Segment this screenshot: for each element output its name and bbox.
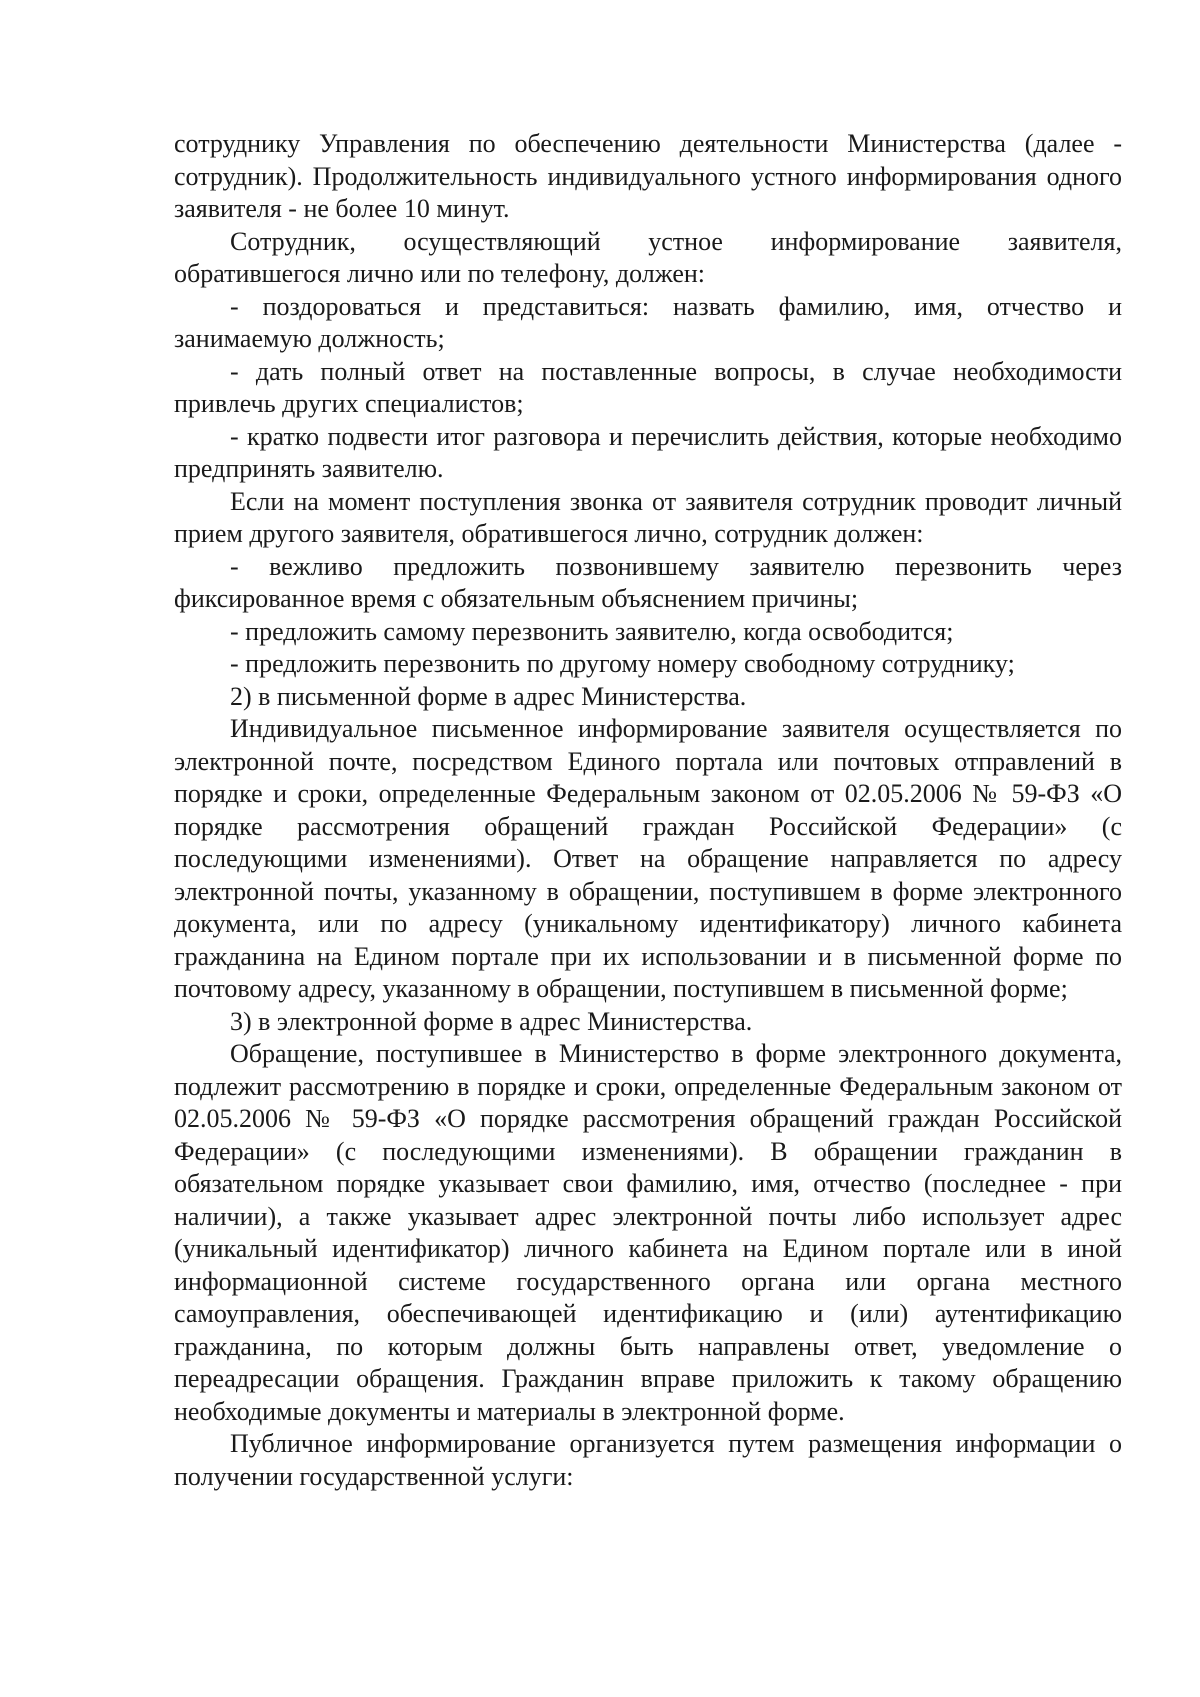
list-item-summarize: - кратко подвести итог разговора и перечислить действия, которые необходимо предпринять заявителю. (174, 421, 1122, 483)
paragraph-written-informing: Индивидуальное письменное информирование заявителя осуществляется по электронной почте, посредством Единого портала или почтовых отправлений в порядке и сроки, определенные Федеральным законом от 02.05.2006 № 59-ФЗ «О порядке рассмотрения обращений граждан Российской Федерации» (с последующими изменениями). Ответ на обращение направляется по адресу электронной почты, указанному в обращении, поступившем в форме электронного документа, или по адресу (уникальному идентификатору) личного кабинета гражданина на Едином портале при их использовании и в письменной форме по почтовому адресу, указанному в обращении, поступившем в письменной форме; (174, 714, 1122, 1003)
paragraph-electronic-appeal: Обращение, поступившее в Министерство в форме электронного документа, подлежит рассмотрению в порядке и сроки, определенные Федеральным законом от 02.05.2006 № 59-ФЗ «О порядке рассмотрения обращений граждан Российской Федерации» (с последующими изменениями). В обращении гражданин в обязательном порядке указывает свои фамилию, имя, отчество (последнее - при наличии), а также указывает адрес электронной почты либо использует адрес (уникальный идентификатор) личного кабинета на Едином портале или в иной информационной системе государственного органа или органа местного самоуправления, обеспечивающей идентификацию и (или) аутентификацию гражданина, по которым должны быть направлены ответ, уведомление о переадресации обращения. Гражданин вправе приложить к такому обращению необходимые документы и материалы в электронной форме. (174, 1039, 1122, 1426)
list-item-other-number: - предложить перезвонить по другому номеру свободному сотруднику; (230, 649, 1015, 678)
paragraph-continuation: сотруднику Управления по обеспечению деятельности Министерства (далее - сотрудник). Продолжительность индивидуального устного информирования одного заявителя - не более 10 минут. (174, 129, 1122, 223)
list-item-call-back-self: - предложить самому перезвонить заявителю, когда освободится; (230, 616, 954, 646)
document-body (174, 128, 1122, 1493)
list-item-full-answer: - дать полный ответ на поставленные вопросы, в случае необходимости привлечь других специалистов; (174, 356, 1122, 418)
paragraph-public-informing: Публичное информирование организуется путем размещения информации о получении государственной услуги: (174, 1429, 1122, 1491)
paragraph-incoming-call: Если на момент поступления звонка от заявителя сотрудник проводит личный прием другого заявителя, обратившегося лично, сотрудник должен: (174, 486, 1122, 548)
list-item-call-back-later: - вежливо предложить позвонившему заявителю перезвонить через фиксированное время с обязательным объяснением причины; (174, 551, 1122, 613)
paragraph-electronic-form: 3) в электронной форме в адрес Министерства. (230, 1006, 753, 1036)
paragraph-oral-informing-duties: Сотрудник, осуществляющий устное информирование заявителя, обратившегося лично или по телефону, должен: (174, 226, 1122, 288)
paragraph-written-form: 2) в письменной форме в адрес Министерства. (230, 681, 747, 711)
list-item-greet: - поздороваться и представиться: назвать фамилию, имя, отчество и занимаемую должность; (174, 291, 1122, 353)
